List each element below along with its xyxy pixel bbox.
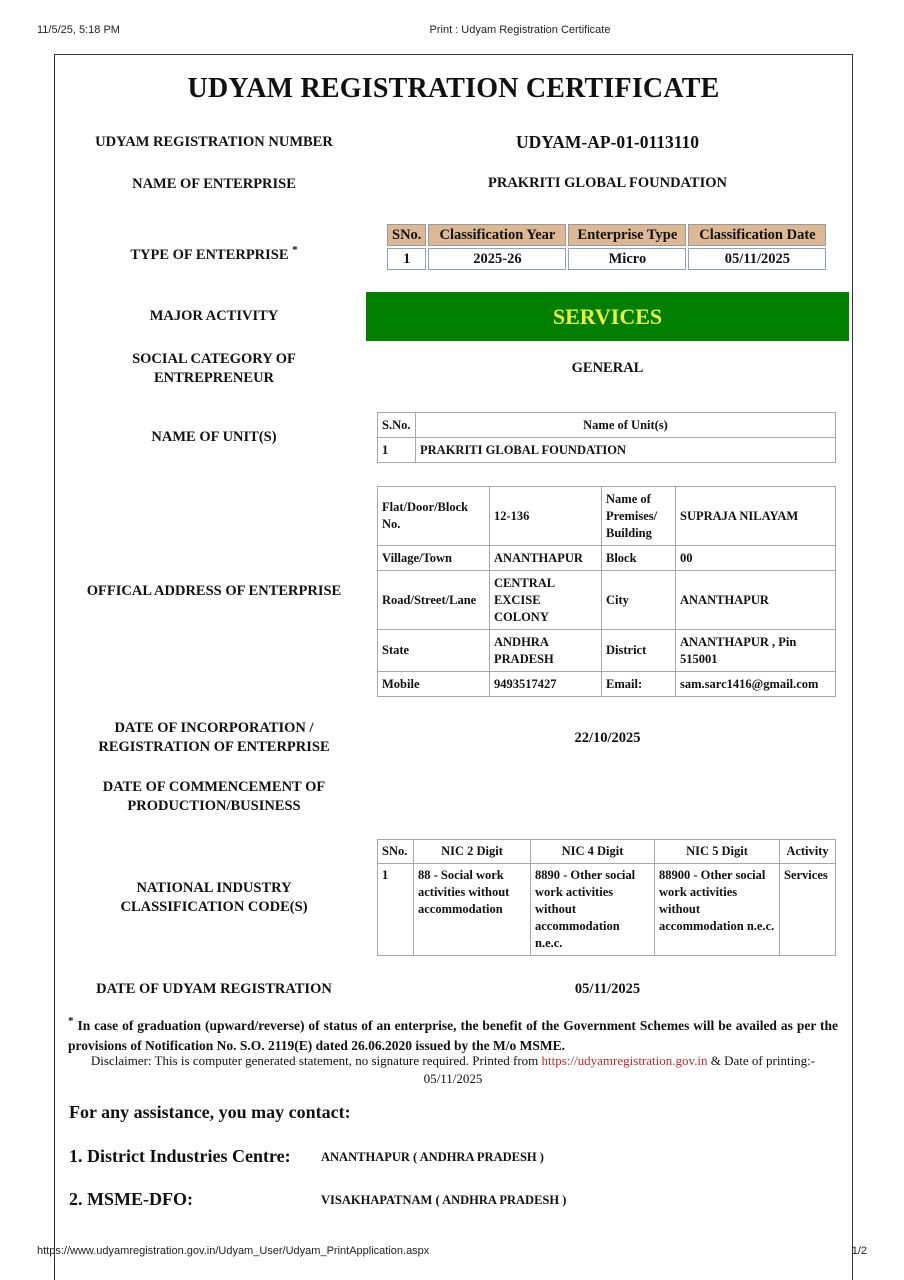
social-category-label-line1: SOCIAL CATEGORY OF: [132, 351, 296, 367]
cell-label: District: [602, 630, 676, 672]
cell-classification-date: 05/11/2025: [688, 248, 826, 270]
table-row: [378, 630, 836, 672]
commencement-date-label-line1: DATE OF COMMENCEMENT OF: [102, 779, 326, 795]
enterprise-type-label-text: TYPE OF ENTERPRISE: [130, 247, 289, 263]
table-row: [378, 864, 836, 956]
table-row: [378, 487, 836, 546]
major-activity-banner: SERVICES: [366, 292, 849, 341]
col-classification-year: Classification Year: [428, 224, 566, 246]
nic-label-line2: CLASSIFICATION CODE(S): [120, 899, 308, 915]
social-category-label-line2: ENTREPRENEUR: [153, 370, 275, 386]
social-category-label: [69, 350, 359, 388]
units-header-row: [378, 413, 836, 438]
cell-label: Village/Town: [378, 546, 490, 571]
units-table: [377, 412, 836, 463]
cell-enterprise-type: Micro: [568, 248, 686, 270]
cell-sno: 1: [378, 438, 416, 463]
major-activity-label: MAJOR ACTIVITY: [149, 308, 279, 324]
col-enterprise-type: Enterprise Type: [568, 224, 686, 246]
address-label: OFFICAL ADDRESS OF ENTERPRISE: [86, 583, 342, 599]
cell-value: SUPRAJA NILAYAM: [676, 487, 836, 546]
col-sno: SNo.: [378, 840, 414, 864]
print-page-number: 1/2: [851, 1245, 867, 1257]
print-header: [0, 24, 904, 38]
contact-label: 1. District Industries Centre:: [69, 1146, 291, 1166]
enterprise-name-label: NAME OF ENTERPRISE: [132, 176, 296, 192]
col-sno: S.No.: [378, 413, 416, 438]
contact-label: 2. MSME-DFO:: [69, 1189, 193, 1209]
certificate-frame: [54, 54, 853, 1280]
commencement-date-label: [69, 778, 359, 816]
nic-label: [69, 879, 359, 917]
col-nic-2: NIC 2 Digit: [414, 840, 531, 864]
cell-label: Road/Street/Lane: [378, 571, 490, 630]
print-url: https://www.udyamregistration.gov.in/Udyam_User/Udyam_PrintApplication.aspx: [37, 1245, 430, 1257]
cell-classification-year: 2025-26: [428, 248, 566, 270]
incorporation-date-value: 22/10/2025: [574, 730, 641, 746]
enterprise-type-label: [69, 241, 359, 265]
commencement-date-label-line2: PRODUCTION/BUSINESS: [127, 798, 301, 814]
email-value: sam.sarc1416@gmail.com: [676, 672, 836, 697]
cell-value: 12-136: [490, 487, 602, 546]
cell-unit-name: PRAKRITI GLOBAL FOUNDATION: [416, 438, 836, 463]
cell-sno: 1: [378, 864, 414, 956]
registration-number-label: UDYAM REGISTRATION NUMBER: [95, 134, 333, 150]
cell-value: ANANTHAPUR: [490, 546, 602, 571]
cell-label: Flat/Door/Block No.: [378, 487, 490, 546]
incorporation-date-label-line2: REGISTRATION OF ENTERPRISE: [98, 739, 330, 755]
footnote-text: In case of graduation (upward/reverse) of status of an enterprise, the benefit of the Government Schemes will be availed as per the provisions of Notification No. S.O. 2119(E) dated 26.06.2020 issued by the M/o MSME.: [68, 1018, 839, 1053]
units-label: NAME OF UNIT(S): [151, 429, 277, 445]
col-nic-4: NIC 4 Digit: [531, 840, 655, 864]
cell-label: Mobile: [378, 672, 490, 697]
social-category-value: GENERAL: [571, 360, 644, 376]
udyam-registration-date-value: 05/11/2025: [574, 981, 641, 997]
enterprise-name-value: PRAKRITI GLOBAL FOUNDATION: [487, 175, 727, 191]
disclaimer-suffix: & Date of printing:-: [707, 1053, 816, 1068]
table-row: [378, 546, 836, 571]
cell-nic-2: 88 - Social work activities without accommodation: [414, 864, 531, 956]
contact-value: VISAKHAPATNAM ( ANDHRA PRADESH ): [321, 1193, 567, 1207]
udyam-portal-link[interactable]: https://udyamregistration.gov.in: [541, 1053, 708, 1068]
cell-value: 9493517427: [490, 672, 602, 697]
nic-label-line1: NATIONAL INDUSTRY: [136, 880, 292, 896]
nic-header-row: [378, 840, 836, 864]
table-row: [387, 248, 826, 270]
table-row: [378, 571, 836, 630]
footnote-marker: *: [68, 1015, 74, 1027]
col-classification-date: Classification Date: [688, 224, 826, 246]
cell-label: City: [602, 571, 676, 630]
incorporation-date-label: [69, 719, 359, 757]
classification-table: [385, 222, 828, 272]
cell-value: CENTRAL EXCISE COLONY: [490, 571, 602, 630]
table-row: [378, 438, 836, 463]
footnote-marker: *: [292, 244, 298, 256]
registration-number-value: UDYAM-AP-01-0113110: [515, 132, 700, 152]
address-table: [377, 486, 836, 697]
table-row: [378, 672, 836, 697]
cell-activity: Services: [780, 864, 836, 956]
nic-table: [377, 839, 836, 956]
cell-nic-4: 8890 - Other social work activities without accommodation n.e.c.: [531, 864, 655, 956]
cell-sno: 1: [387, 248, 426, 270]
classification-header-row: [387, 224, 826, 246]
print-datetime: 11/5/25, 5:18 PM: [37, 24, 120, 36]
print-date: 05/11/2025: [423, 1071, 483, 1086]
print-page-title: Print : Udyam Registration Certificate: [429, 24, 611, 36]
udyam-registration-date-label: DATE OF UDYAM REGISTRATION: [96, 981, 332, 997]
cell-label: State: [378, 630, 490, 672]
incorporation-date-label-line1: DATE OF INCORPORATION /: [114, 720, 314, 736]
print-footer: [0, 1245, 904, 1259]
cell-label: Email:: [602, 672, 676, 697]
cell-value: 00: [676, 546, 836, 571]
col-nic-5: NIC 5 Digit: [655, 840, 780, 864]
disclaimer: [68, 1052, 838, 1088]
certificate-title: UDYAM REGISTRATION CERTIFICATE: [187, 73, 720, 104]
col-sno: SNo.: [387, 224, 426, 246]
disclaimer-prefix: Disclaimer: This is computer generated statement, no signature required. Printed from: [90, 1053, 542, 1068]
cell-label: Block: [602, 546, 676, 571]
col-activity: Activity: [780, 840, 836, 864]
graduation-footnote: [68, 1011, 838, 1056]
cell-value: ANANTHAPUR , Pin 515001: [676, 630, 836, 672]
col-unit-name: Name of Unit(s): [416, 413, 836, 438]
contact-value: ANANTHAPUR ( ANDHRA PRADESH ): [321, 1150, 544, 1164]
cell-nic-5: 88900 - Other social work activities without accommodation n.e.c.: [655, 864, 780, 956]
cell-label: Name of Premises/ Building: [602, 487, 676, 546]
cell-value: ANANTHAPUR: [676, 571, 836, 630]
cell-value: ANDHRA PRADESH: [490, 630, 602, 672]
assistance-heading: For any assistance, you may contact:: [69, 1102, 351, 1122]
